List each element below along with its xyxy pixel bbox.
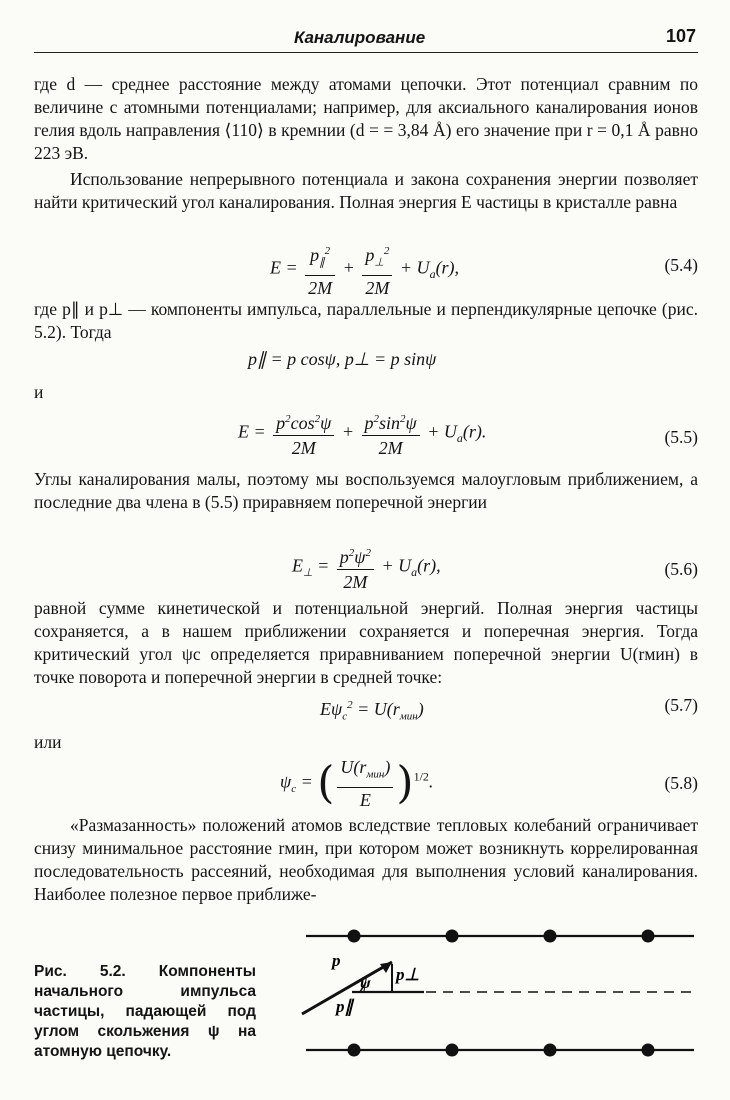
atom — [348, 930, 361, 943]
word-and: и — [34, 382, 44, 402]
equation-5-6: $E_\perp$ = $\frac{p^2\psi^2}{2M}$ + $U_a(r)$, (5.6) — [34, 542, 698, 596]
paragraph-3: где p∥ и p⊥ — компоненты импульса, параллельные и перпендикулярные цепочке (рис. 5.2). Тогда — [34, 299, 698, 342]
paragraph-5: равной сумме кинетической и потенциальной энергий. Полная энергия частицы сохраняется, а в нашем приближении сохраняется и поперечная энергия. Тогда критический угол ψc определяется приравниванием поперечной энергии U(rмин) в точке поворота и поперечной энергии в средней точке: — [34, 598, 698, 687]
label-p: p — [332, 951, 341, 970]
equation-number: (5.8) — [664, 773, 698, 793]
equation-5-5: E = $\frac{p^2\cos^2\psi}{2M}$ + $\frac{p^2\sin^2\psi}{2M}$ + $U_a(r)$. (5.5) — [34, 408, 698, 464]
atom — [348, 1044, 361, 1057]
word-or: или — [34, 732, 62, 752]
atom — [544, 1044, 557, 1057]
atom — [544, 930, 557, 943]
equation-number: (5.5) — [664, 427, 698, 447]
equation-momentum: p∥ = p cosψ, p⊥ = p sinψ — [248, 349, 437, 369]
equation-5-7: $E\psi_c^2 = U(r_{мин})$ (5.7) — [320, 695, 698, 723]
page-number: 107 — [665, 26, 696, 46]
equation-number: (5.6) — [664, 559, 698, 579]
figure-atomic-chain — [296, 920, 700, 1070]
paragraph-4: Углы каналирования малы, поэтому мы воспользуемся малоугловым приближением, а последние два члена в (5.5) приравняем поперечной энергии — [34, 469, 698, 512]
running-title: Каналирование — [294, 28, 426, 47]
page-header — [34, 26, 698, 53]
label-p-perp: p⊥ — [396, 965, 420, 984]
paragraph-1: где d — среднее расстояние между атомами цепочки. Этот потенциал сравним по величине с атомными потенциалами; например, для аксиального каналирования ионов гелия вдоль направления ⟨110⟩ в кремнии (d = = 3,84 Å) его значение при r = 0,1 Å равно 223 эВ. — [34, 74, 698, 163]
atom — [642, 930, 655, 943]
atom — [642, 1044, 655, 1057]
paragraph-2: Использование непрерывного потенциала и закона сохранения энергии позволяет найти критический угол каналирования. Полная энергия E частицы в кристалле равна — [34, 169, 698, 212]
equation-number: (5.4) — [664, 255, 698, 275]
atom — [446, 930, 459, 943]
label-psi: ψ — [360, 975, 371, 992]
equation-5-4: E = $\frac{p_\parallel^2}{2M}$ + $\frac{p_\perp^2}{2M}$ + $U_a(r)$, (5.4) — [34, 240, 698, 290]
figure-caption: Рис. 5.2. Компоненты начального импульса частицы, падающей под углом скольжения ψ на атомную цепочку. — [34, 963, 256, 1060]
label-p-parallel: p∥ — [336, 997, 353, 1016]
equation-5-8: $\psi_c$ = ( $\frac{U(r_{мин})}{E}$ )$^{1/2}$. (5.8) — [280, 757, 698, 810]
paragraph-6: «Размазанность» положений атомов вследствие тепловых колебаний ограничивает снизу минимальное расстояние rмин, при котором может возникнуть коррелированная последовательность рассеяний, необходимая для выполнения условий каналирования. Наиболее полезное первое приближе- — [34, 815, 698, 904]
equation-number: (5.7) — [664, 695, 698, 715]
atom — [446, 1044, 459, 1057]
